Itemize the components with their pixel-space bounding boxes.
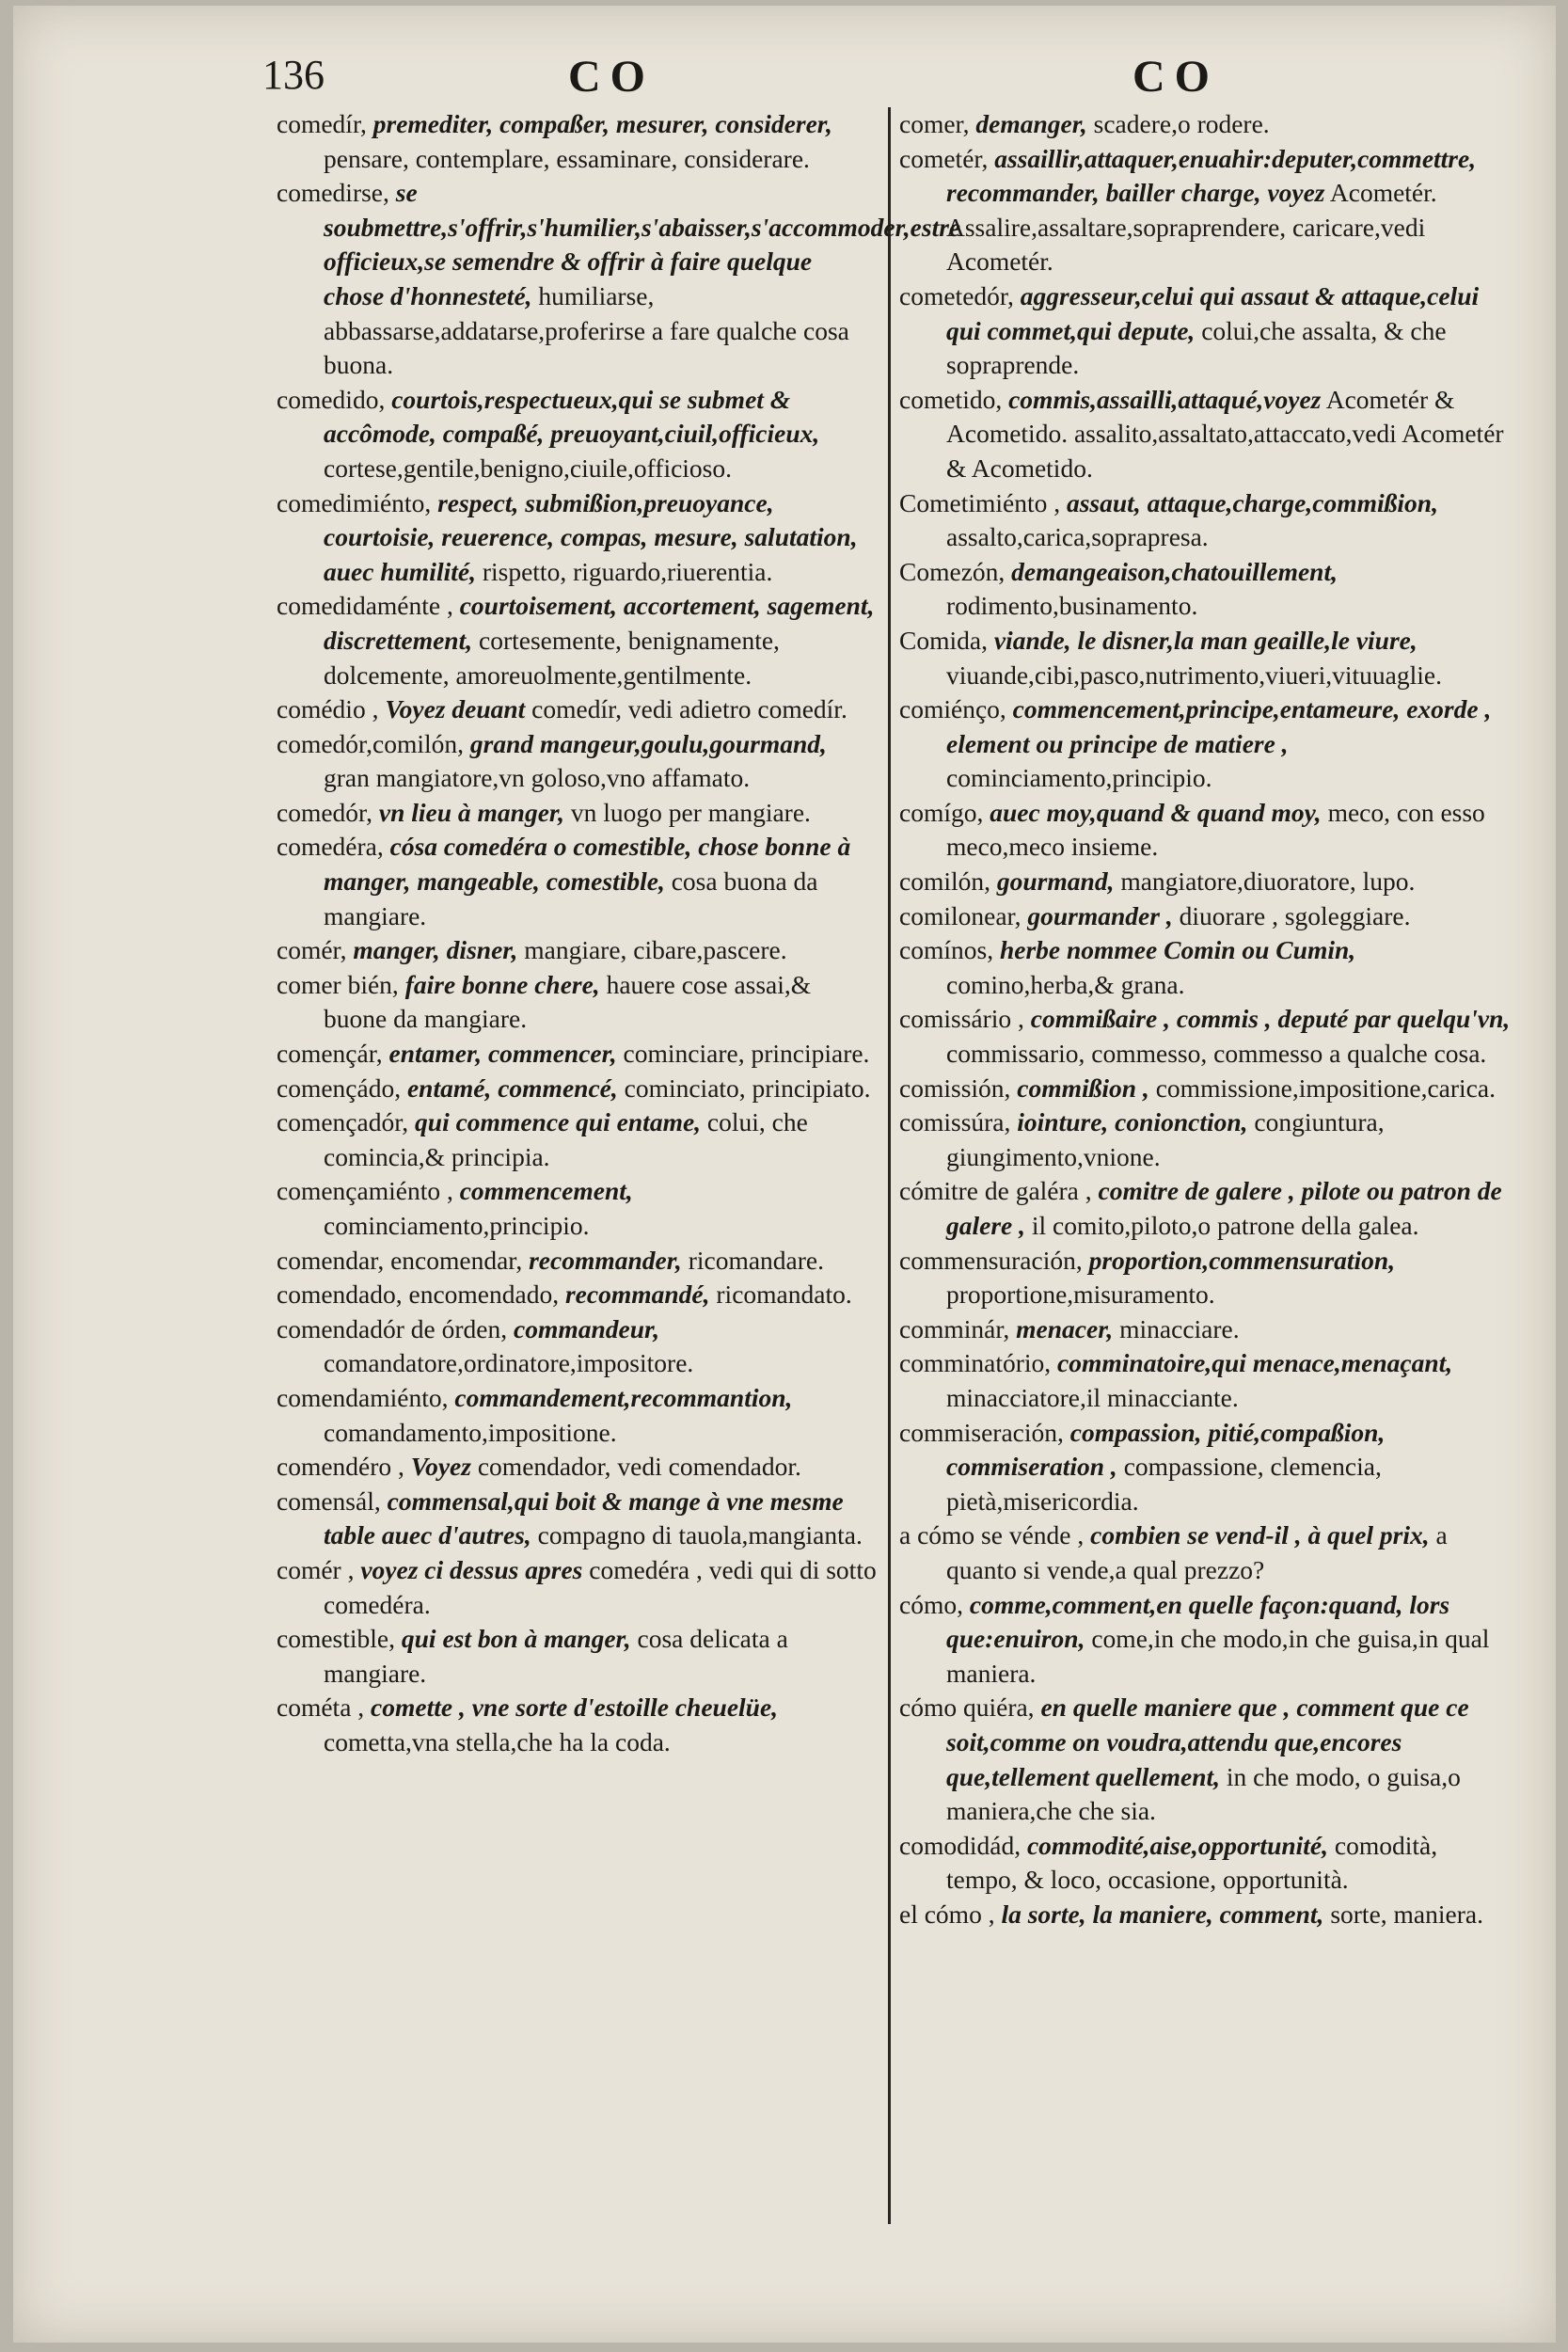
entry-headword: cométa , [277,1692,365,1723]
column-rule [888,107,891,2224]
dictionary-entry [277,1450,879,1485]
entry-headword: Comida, [899,625,988,655]
entry-headword: comilonear, [899,900,1022,930]
dictionary-entry [277,383,879,486]
dictionary-entry [277,830,879,933]
entry-french: comette , vne sorte d'estoille cheuelüe, [371,1692,779,1723]
entry-italian: cortesemente, benignamente, dolcemente, amoreuolmente,gentilmente. [324,625,780,690]
entry-headword: cometido, [899,384,1003,414]
entry-italian: cominciamento,principio. [324,1211,590,1240]
entry-headword: començadór, [277,1107,409,1137]
entry-italian: come,in che modo,in che guisa,in qual maniera. [946,1624,1490,1688]
entry-french: combien se vend-il , à quel prix, [1090,1520,1430,1550]
entry-headword: cómitre de galéra , [899,1176,1092,1206]
entry-french: recommandé, [564,1279,710,1310]
entry-italian: Acometér. Assalire,assaltare,sopraprendere, caricare,vedi Acometér. [946,178,1437,277]
entry-headword: comedór,comilón, [277,728,464,758]
entry-headword: commiseración, [899,1417,1064,1447]
dictionary-entry [899,1588,1511,1692]
entry-headword: cometedór, [899,280,1014,310]
entry-headword: comér , [277,1554,355,1584]
entry-italian: minacciare. [1119,1313,1240,1343]
entry-french: viande, le disner,la man geaille,le viure, [993,625,1418,655]
dictionary-entry [899,555,1511,624]
entry-french: aggresseur,celui qui assaut & attaque,celui qui commet,qui depute, [946,280,1480,345]
entry-french: proportion,commensuration, [1088,1245,1396,1275]
dictionary-entry [277,727,879,796]
entry-headword: comensál, [277,1486,381,1516]
entry-french: voyez ci dessus apres [360,1554,583,1584]
dictionary-entry [277,1622,879,1691]
entry-italian: assalto,carica,soprapresa. [946,522,1209,552]
entry-italian: rispetto, riguardo,riuerentia. [482,556,773,586]
dictionary-entry [277,589,879,692]
entry-french: commodité,aise,opportunité, [1026,1830,1329,1860]
dictionary-entry [277,1278,879,1312]
entry-italian: ricomandare. [688,1245,824,1275]
entry-italian: scadere,o rodere. [1093,109,1270,138]
entry-headword: comiénço, [899,694,1006,724]
dictionary-entry [277,1312,879,1381]
entry-italian: commissario, commesso, commesso a qualche cosa. [946,1039,1487,1069]
entry-headword: Cometimiénto , [899,487,1061,517]
entry-headword: comilón, [899,866,991,897]
entry-italian: colui, che comincia,& principia. [324,1107,808,1171]
entry-headword: comér, [277,935,347,965]
dictionary-entry [899,865,1511,899]
entry-italian: cosa delicata a mangiare. [324,1624,788,1688]
entry-italian: comedéra , vedi qui di sotto comedéra. [324,1554,877,1619]
entry-headword: cómo, [899,1589,963,1619]
dictionary-entry [277,1691,879,1759]
entry-headword: comedór, [277,797,372,827]
entry-italian: congiuntura, giungimento,vnione. [946,1107,1385,1171]
entry-italian: comandamento,impositione. [324,1417,617,1447]
entry-italian: minacciatore,il minacciante. [946,1382,1239,1412]
entry-french: commandement,recommantion, [454,1382,793,1412]
entry-italian: hauere cose assai,& buone da mangiare. [324,969,812,1034]
dictionary-entry [899,1174,1511,1243]
entry-french: gourmander , [1027,900,1173,930]
entry-french: la sorte, la maniere, comment, [1001,1899,1324,1929]
entry-headword: comissúra, [899,1107,1011,1137]
entry-italian: rodimento,businamento. [946,591,1198,621]
dictionary-entry [899,1072,1511,1106]
page-header [13,51,1556,107]
entry-headword: comendamiénto, [277,1382,449,1412]
entry-headword: començamiénto , [277,1176,453,1206]
entry-french: grand mangeur,goulu,gourmand, [469,728,827,758]
dictionary-entry [277,486,879,590]
dictionary-entry [899,1829,1511,1898]
dictionary-entry [899,899,1511,934]
entry-italian: commissione,impositione,carica. [1155,1073,1496,1103]
dictionary-entry [277,968,879,1037]
dictionary-entry [899,1691,1511,1828]
entry-french: cósa comedéra o comestible, chose bonne à manger, mangeable, comestible, [324,832,851,897]
dictionary-entry [899,933,1511,1002]
dictionary-entry [277,1381,879,1450]
dictionary-page [13,6,1556,2343]
entry-french: commensal,qui boit & mange à vne mesme table auec d'autres, [324,1486,844,1550]
dictionary-entry [277,796,879,831]
entry-italian: cominciamento,principio. [946,763,1212,793]
entry-french: entamé, commencé, [406,1073,618,1103]
entry-headword: comer bién, [277,969,399,999]
dictionary-entry [899,1105,1511,1174]
entry-headword: comminatório, [899,1348,1052,1378]
entry-italian: cortese,gentile,benigno,ciuile,officioso. [324,453,733,483]
entry-italian: compassione, clemencia, pietà,misericordia. [946,1452,1382,1516]
entry-headword: comer, [899,109,970,138]
dictionary-entry [277,1072,879,1106]
entry-italian: cominciato, principiato. [624,1073,871,1103]
entry-headword: comendéro , [277,1452,404,1482]
dictionary-entry [277,1485,879,1553]
entry-headword: comedéra, [277,832,384,862]
entry-french: courtois,respectueux,qui se submet & accômode, compaßé, preuoyant,ciuil,officieux, [324,384,820,449]
dictionary-entry [899,383,1511,486]
entry-headword: comedimiénto, [277,487,432,517]
entry-french: Voyez deuant [385,694,526,724]
dictionary-entry [277,1105,879,1174]
entry-french: gourmand, [996,866,1115,897]
entry-french: respect, submißion,preuoyance, courtoisie, reuerence, compas, mesure, salutation, auec humilité, [324,487,858,586]
dictionary-entry [277,1037,879,1072]
entry-french: premediter, compaßer, mesurer, considerer, [372,109,832,138]
entry-french: commencement, [459,1176,633,1206]
entry-italian: sorte, maniera. [1330,1899,1483,1929]
entry-headword: començádo, [277,1073,402,1103]
dictionary-entry [899,1416,1511,1519]
entry-italian: comandatore,ordinatore,impositore. [324,1348,694,1378]
entry-headword: a cómo se vénde , [899,1520,1085,1550]
entry-italian: diuorare , sgoleggiare. [1179,900,1411,930]
entry-french: faire bonne chere, [404,969,600,999]
entry-italian: proportione,misuramento. [946,1279,1215,1310]
entry-italian: pensare, contemplare, essaminare, considerare. [324,143,810,173]
entry-french: comme,comment,en quelle façon:quand, lors que:enuiron, [946,1589,1450,1654]
entry-headword: comendadór de órden, [277,1313,508,1343]
entry-french: commißaire , commis , deputé par quelqu'vn, [1030,1004,1511,1034]
entry-italian: humiliarse, abbassarse,addatarse,proferirse a fare qualche cosa buona. [324,280,849,380]
entry-headword: comendado, encomendado, [277,1279,560,1310]
dictionary-entry [277,107,879,176]
entry-italian: cosa buona da mangiare. [324,866,818,930]
entry-french: commißion , [1017,1073,1149,1103]
entry-french: herbe nommee Comin ou Cumin, [999,935,1356,965]
entry-italian: mangiatore,diuoratore, lupo. [1120,866,1416,897]
dictionary-entry [899,1898,1511,1932]
entry-headword: Comezón, [899,556,1006,586]
running-headword-left: CO [568,52,655,102]
entry-french: en quelle maniere que , comment que ce soit,comme on voudra,attendu que,encores que,tellement quellement, [946,1692,1469,1791]
dictionary-entry [277,1244,879,1279]
dictionary-entry [277,692,879,727]
entry-french: manger, disner, [353,935,518,965]
entry-headword: començár, [277,1039,383,1069]
entry-french: qui est bon à manger, [401,1624,631,1654]
entry-headword: comedidaménte , [277,591,453,621]
entry-italian: vn luogo per mangiare. [570,797,811,827]
entry-headword: comedirse, [277,178,389,208]
entry-italian: gran mangiatore,vn goloso,vno affamato. [324,763,751,793]
entry-headword: comestible, [277,1624,396,1654]
dictionary-entry [899,692,1511,796]
entry-french: vn lieu à manger, [378,797,564,827]
entry-french: assaut, attaque,charge,commißion, [1066,487,1438,517]
right-column [899,107,1511,1931]
dictionary-entry [899,1244,1511,1312]
dictionary-entry [899,486,1511,555]
entry-french: auec moy,quand & quand moy, [990,797,1322,827]
entry-french: assaillir,attaquer,enuahir:deputer,commettre, recommander, bailler charge, voyez [946,143,1477,208]
entry-headword: comínos, [899,935,994,965]
entry-headword: cometér, [899,143,989,173]
dictionary-entry [899,279,1511,383]
entry-headword: comendar, encomendar, [277,1245,523,1275]
entry-italian: colui,che assalta, & che sopraprende. [946,315,1447,380]
entry-headword: comodidád, [899,1830,1022,1860]
entry-italian: a quanto si vende,a qual prezzo? [946,1520,1448,1584]
entry-french: demanger, [975,109,1087,138]
entry-headword: comígo, [899,797,984,827]
entry-headword: comissión, [899,1073,1011,1103]
entry-italian: mangiare, cibare,pascere. [524,935,787,965]
entry-french: recommander, [529,1245,682,1275]
entry-headword: comedido, [277,384,386,414]
entry-french: compassion, pitié,compaßion, commiseration , [946,1417,1386,1482]
entry-headword: comminár, [899,1313,1010,1343]
entry-italian: il comito,piloto,o patrone della galea. [1031,1211,1419,1240]
page-number: 136 [262,52,325,98]
entry-french: se soubmettre,s'offrir,s'humilier,s'abaisser,s'accommoder,estre officieux,se semendre & offrir à faire quelque chose d'honnesteté, [324,178,961,310]
entry-french: iointure, conionction, [1017,1107,1248,1137]
entry-italian: in che modo, o guisa,o maniera,che che sia. [946,1761,1461,1826]
entry-headword: comedír, [277,109,367,138]
entry-headword: commensuración, [899,1245,1083,1275]
entry-headword: comissário , [899,1004,1024,1034]
entry-french: commencement,principe,entameure, exorde , element ou principe de matiere , [946,694,1492,758]
dictionary-entry [277,1553,879,1622]
entry-headword: comédio , [277,694,379,724]
entry-french: courtoisement, accortement, sagement, discrettement, [324,591,875,655]
dictionary-entry [899,624,1511,692]
dictionary-entry [899,107,1511,142]
entry-italian: compagno di tauola,mangianta. [537,1520,863,1550]
entry-french: Voyez [410,1452,471,1482]
entry-italian: cometta,vna stella,che ha la coda. [324,1726,671,1756]
entry-french: commandeur, [514,1313,660,1343]
entry-italian: viuande,cibi,pasco,nutrimento,viueri,vituuaglie. [946,660,1442,690]
entry-french: comminatoire,qui menace,menaçant, [1057,1348,1453,1378]
running-headword-right: CO [1132,52,1219,102]
dictionary-entry [899,142,1511,279]
entry-italian: comodità, tempo, & loco, occasione, opportunità. [946,1830,1438,1895]
entry-italian: meco, con esso meco,meco insieme. [946,797,1485,862]
dictionary-entry [899,1518,1511,1587]
entry-italian: Acometér & Acometido. assalito,assaltato,attaccato,vedi Acometér & Acometido. [946,384,1504,483]
entry-italian: comendador, vedi comendador. [477,1452,801,1482]
entry-french: commis,assailli,attaqué,voyez [1008,384,1322,414]
dictionary-entry [899,1312,1511,1347]
entry-french: comitre de galere , pilote ou patron de galere , [946,1176,1502,1240]
entry-french: menacer, [1016,1313,1114,1343]
dictionary-entry [277,933,879,968]
entry-french: entamer, commencer, [388,1039,617,1069]
entry-italian: comino,herba,& grana. [946,969,1185,999]
entry-italian: cominciare, principiare. [623,1039,870,1069]
entry-french: qui commence qui entame, [415,1107,702,1137]
dictionary-entry [277,1174,879,1243]
entry-italian: ricomandato. [716,1279,852,1310]
entry-headword: el cómo , [899,1899,995,1929]
dictionary-entry [899,1346,1511,1415]
entry-french: demangeaison,chatouillement, [1011,556,1338,586]
dictionary-entry [899,1002,1511,1071]
dictionary-entry [899,796,1511,865]
entry-italian: comedír, vedi adietro comedír. [531,694,847,724]
entry-headword: cómo quiéra, [899,1692,1035,1723]
